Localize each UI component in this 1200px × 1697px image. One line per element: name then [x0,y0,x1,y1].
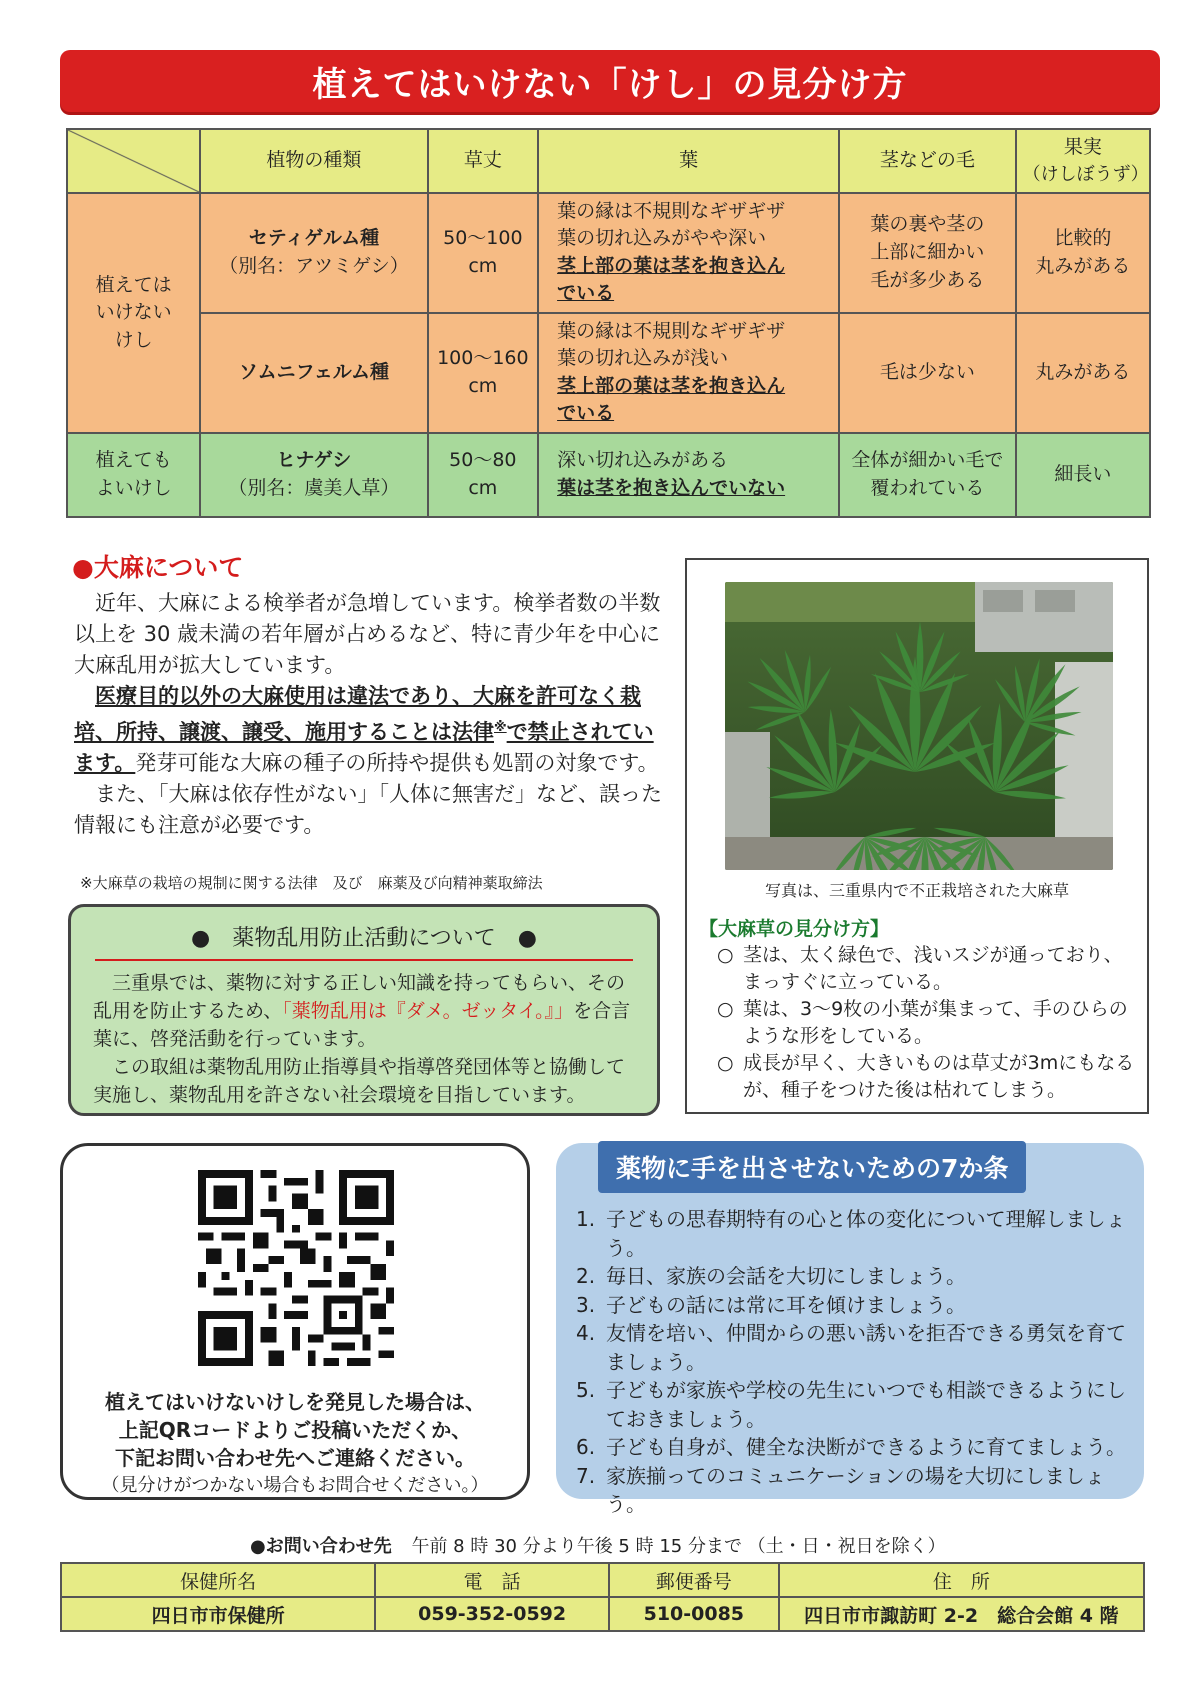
rules-title: 薬物に手を出させないための7か条 [598,1141,1026,1193]
table-header-fruit: 果実 （けしぼうず） [1016,129,1150,193]
table-header-hair: 茎などの毛 [839,129,1016,193]
qr-instructions: 植えてはいけないけしを発見した場合は、 上記QRコードよりご投稿いただくか、 下記お問い合わせ先へご連絡ください。 （見分けがつかない場合もお問合せください。） [101,1390,489,1496]
title-banner [60,50,1160,112]
photo-caption: 写真は、三重県内で不正栽培された大麻草 [764,881,1069,900]
phone-number[interactable]: 059-352-0592 [375,1597,609,1631]
contact-table [60,1562,1145,1632]
fruit-description: 細長い [1016,433,1150,517]
table-header-row [67,129,1150,193]
hair-description: 毛は少ない [839,313,1016,433]
table-row [61,1597,1144,1631]
list-item: ○ 葉は、3～9枚の小葉が集まって、手のひらのような形をしている。 [717,998,1128,1047]
prevention-activity-box [68,904,660,1116]
cannabis-paragraph-1: 近年、大麻による検挙者が急増しています。検挙者数の半数以上を 30 歳未満の若年層が占めるなど、特に青少年を中心に大麻乱用が拡大しています。 [74,591,661,677]
list-item: 1. 子どもの思春期特有の心と体の変化について理解しましょう。 [576,1207,1126,1260]
identify-list [717,942,1137,1104]
list-item: 2. 毎日、家族の会話を大切にしましょう。 [576,1264,966,1288]
cannabis-heading: ●大麻について [72,553,244,582]
slogan: 「薬物乱用は『ダメ。ゼッタイ。』」 [282,1000,574,1022]
group-label-good: 植えても よいけし [67,433,200,517]
group-label-bad: 植えては いけない けし [67,193,200,433]
table-header-corner [67,129,200,193]
office-name: 四日市市保健所 [61,1597,375,1631]
contact-heading: ●お問い合わせ先 午前 8 時 30 分より午後 5 時 15 分まで （土・日・祝日を除く） [250,1536,946,1557]
leaf-description: 葉の縁は不規則なギザギザ 葉の切れ込みがやや深い 茎上部の葉は茎を抱き込ん でいる [538,193,839,313]
qr-report-box [60,1143,530,1500]
law-footnote: ※大麻草の栽培の規制に関する法律 及び 麻薬及び向精神薬取締法 [80,874,543,892]
table-row [67,433,1150,517]
list-item: ○ 成長が早く、大きいものは草丈が3mにもなるが、種子をつけた後は枯れてしまう。 [717,1052,1135,1101]
hair-description: 葉の裏や茎の 上部に細かい 毛が多少ある [839,193,1016,313]
page-title: 植えてはいけない「けし」の見分け方 [312,64,908,105]
seven-rules-box [556,1143,1144,1516]
identify-title: 【大麻草の見分け方】 [699,918,890,940]
cannabis-paragraph-3: また、「大麻は依存性がない」「人体に無害だ」など、誤った情報にも注意が必要です。 [74,782,662,837]
postal-code: 510-0085 [609,1597,779,1631]
table-row [67,193,1150,313]
cannabis-photo-box [685,558,1149,1114]
leaf-description: 葉の縁は不規則なギザギザ 葉の切れ込みが浅い 茎上部の葉は茎を抱き込ん でいる [538,313,839,433]
qr-code[interactable] [198,1170,394,1366]
list-item: 5. 子どもが家族や学校の先生にいつでも相談できるようにしておきましょう。 [576,1378,1126,1431]
list-item: 7. 家族揃ってのコミュニケーションの場を大切にしましょう。 [576,1463,1105,1516]
title-divider [95,959,633,961]
cannabis-plant-photo [725,582,1113,870]
fruit-description: 比較的 丸みがある [1016,193,1150,313]
plant-height: 50～100 cm [428,193,538,313]
fruit-description: 丸みがある [1016,313,1150,433]
plant-height: 100～160 cm [428,313,538,433]
table-header-type: 植物の種類 [200,129,427,193]
plant-height: 50～80 cm [428,433,538,517]
list-item: 4. 友情を培い、仲間からの悪い誘いを拒否できる勇気を育てましょう。 [576,1321,1126,1374]
table-header-leaf: 葉 [538,129,839,193]
hair-description: 全体が細かい毛で 覆われている [839,433,1016,517]
table-row [67,313,1150,433]
leaf-description: 深い切れ込みがある 葉は茎を抱き込んでいない [538,433,839,517]
list-item: 6. 子ども自身が、健全な決断ができるように育てましょう。 [576,1435,1126,1459]
cannabis-paragraph-2: 医療目的以外の大麻使用は違法であり、大麻を許可なく栽培、所持、譲渡、譲受、施用することは法律※で禁止されています。発芽可能な大麻の種子の所持や提供も処罰の対象です。 [74,684,659,775]
poppy-comparison-table [66,128,1151,518]
cannabis-body [74,588,664,841]
list-item: 3. 子どもの話には常に耳を傾けましょう。 [576,1292,966,1317]
address: 四日市市諏訪町 2-2 総合会館 4 階 [779,1597,1144,1631]
rules-list [576,1205,1136,1519]
list-item: ○ 茎は、太く緑色で、浅いスジが通っており、まっすぐに立っている。 [717,944,1123,993]
table-header-height: 草丈 [428,129,538,193]
prevention-title: ● 薬物乱用防止活動について ● [191,926,537,951]
species-name: ソムニフェルム種 [200,313,427,433]
table-row: 保健所名 電 話 郵便番号 住 所 [61,1563,1144,1597]
species-name: セティゲルム種 （別名：アツミゲシ） [200,193,427,313]
prevention-body: 三重県では、薬物に対する正しい知識を持ってもらい、その乱用を防止するため、「薬物乱用は『ダメ。ゼッタイ。』」を合言葉に、啓発活動を行っています。 この取組は薬物乱用防止指導員や指導啓発団体等と協働して実施し、薬物乱用を許さない社会環境を目指しています。 [93,972,631,1106]
species-name: ヒナゲシ （別名：虞美人草） [200,433,427,517]
